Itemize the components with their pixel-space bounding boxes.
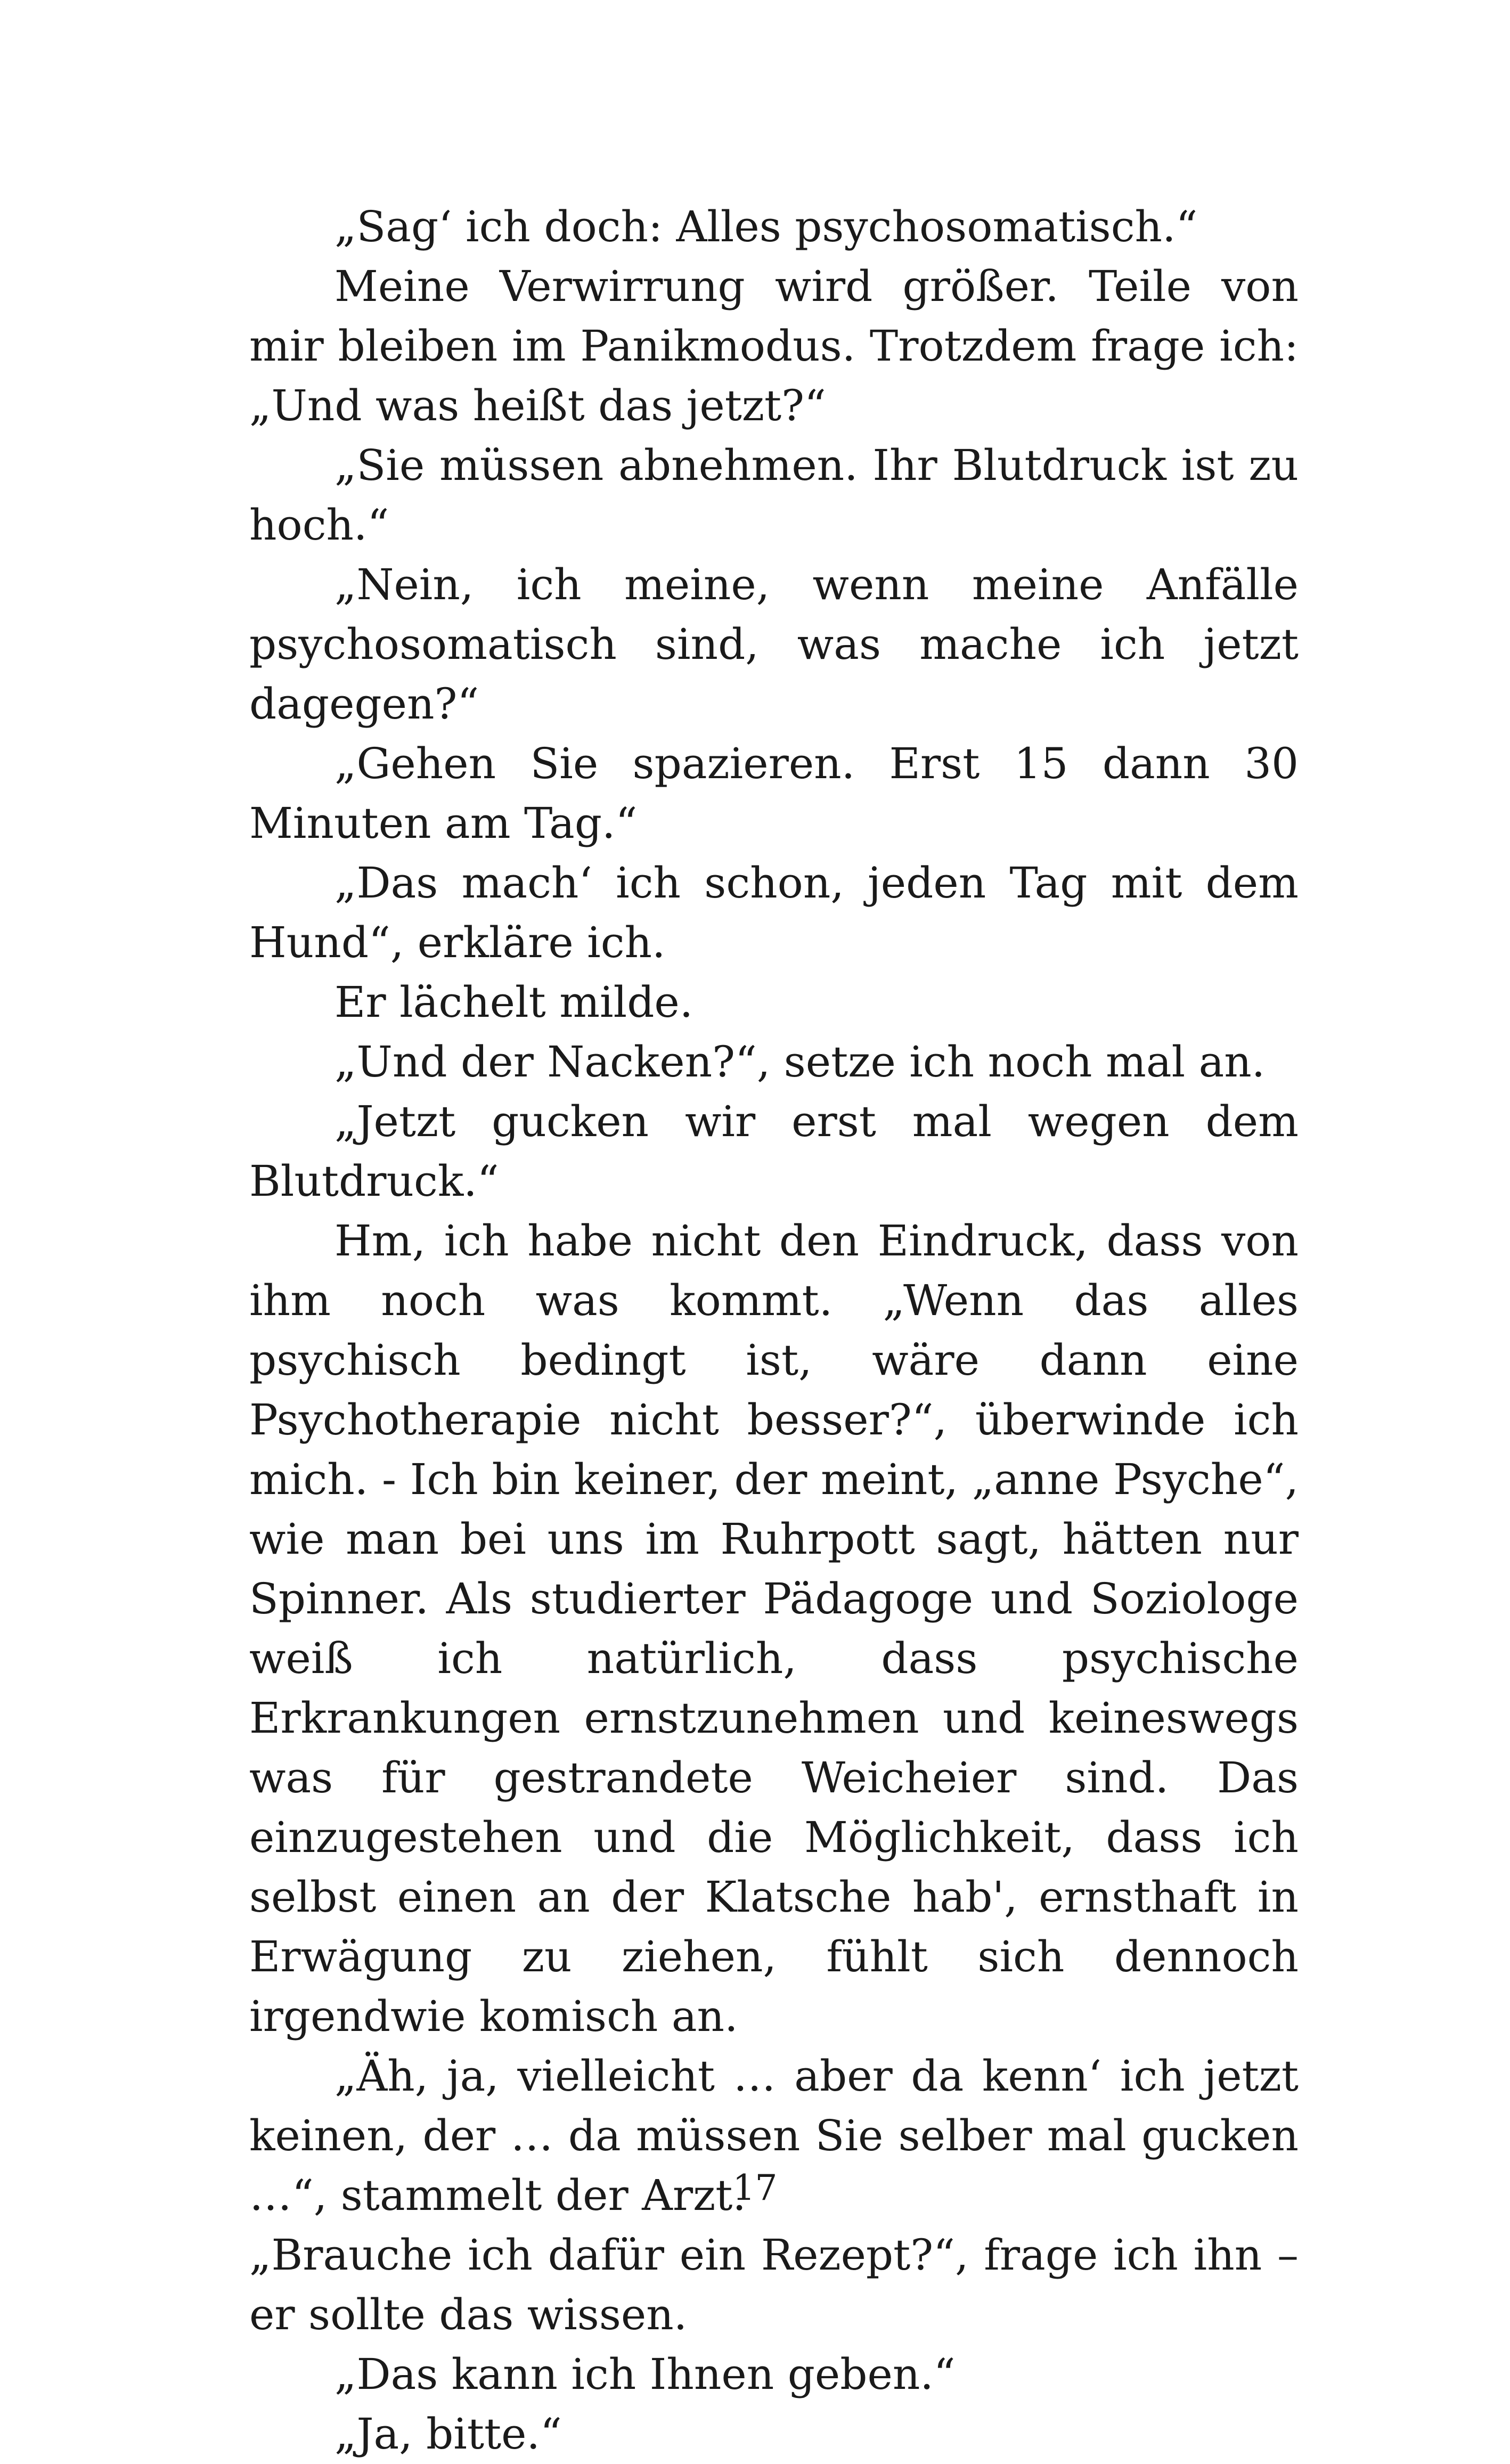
paragraph: „Jetzt gucken wir erst mal wegen dem Blutdruck.“ <box>249 1097 1299 1206</box>
paragraph: „Das kann ich Ihnen geben.“ <box>334 2349 956 2399</box>
paragraph: „Das mach‘ ich schon, jeden Tag mit dem Hund“, erkläre ich. <box>249 858 1299 967</box>
paragraph: „Gehen Sie spazieren. Erst 15 dann 30 Minuten am Tag.“ <box>249 739 1299 848</box>
paragraph: „Und der Nacken?“, setze ich noch mal an. <box>334 1037 1266 1087</box>
page-number: 17 <box>732 2167 778 2208</box>
paragraph: „Sag‘ ich doch: Alles psychosomatisch.“ <box>334 202 1198 251</box>
paragraph: „Nein, ich meine, wenn meine Anfälle psychosomatisch sind, was mache ich jetzt dagegen?“ <box>249 560 1299 729</box>
paragraph: Er lächelt milde. <box>334 977 693 1027</box>
body-text <box>249 197 1299 2464</box>
paragraph: „Äh, ja, vielleicht … aber da kenn‘ ich jetzt keinen, der … da müssen Sie selber mal gucken …“, stammelt der Arzt. <box>249 2051 1299 2220</box>
paragraph: „Sie müssen abnehmen. Ihr Blutdruck ist zu hoch.“ <box>249 440 1299 550</box>
paragraph: Hm, ich habe nicht den Eindruck, dass von ihm noch was kommt. „Wenn das alles psychisch bedingt ist, wäre dann eine Psychotherapie nicht besser?“, überwinde ich mich. - Ich bin keiner, der meint, „anne Psyche“, wie man bei uns im Ruhrpott sagt, hätten nur Spinner. Als studierter Pädagoge und Soziologe weiß ich natürlich, dass psychische Erkrankungen ernstzunehmen und keineswegs was für gestrandete Weicheier sind. Das einzugestehen und die Möglichkeit, dass ich selbst einen an der Klatsche hab', ernsthaft in Erwägung zu ziehen, fühlt sich dennoch irgendwie komisch an. <box>249 1216 1299 2041</box>
paragraph: „Ja, bitte.“ <box>334 2409 562 2459</box>
paragraph: „Brauche ich dafür ein Rezept?“, frage ich ihn – er sollte das wissen. <box>249 2230 1299 2339</box>
paragraph: Meine Verwirrung wird größer. Teile von mir bleiben im Panikmodus. Trotzdem frage ich: „Und was heißt das jetzt?“ <box>249 262 1299 430</box>
